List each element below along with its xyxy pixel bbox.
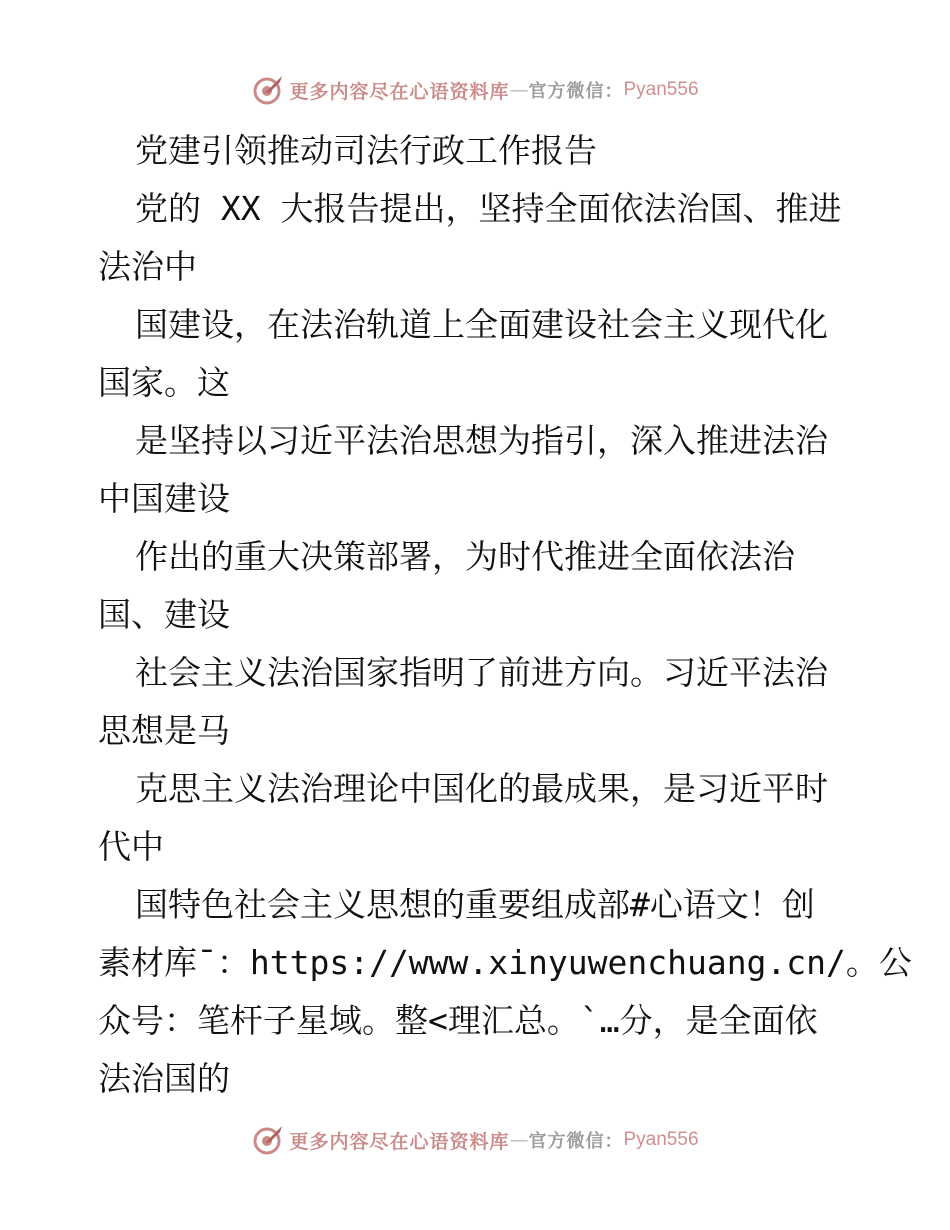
banner-dash: — bbox=[509, 1129, 529, 1151]
text-line: 众号：笔杆子星域。整<理汇总。`…分，是全面依 bbox=[98, 1001, 818, 1040]
text-line: 克思主义法治理论中国化的最成果，是习近平时 bbox=[135, 769, 828, 808]
banner-wechat-label: 官方微信： bbox=[528, 81, 624, 102]
banner-wechat-label: 官方微信： bbox=[528, 1131, 624, 1152]
text-line: 国、建设 bbox=[98, 595, 230, 634]
banner-title: 更多内容尽在心语资料库 bbox=[289, 80, 510, 103]
text-line: 是坚持以习近平法治思想为指引，深入推进法治 bbox=[135, 421, 828, 460]
text-line: 国家。这 bbox=[98, 363, 230, 402]
banner-title: 更多内容尽在心语资料库 bbox=[289, 1130, 510, 1153]
text-line: 代中 bbox=[98, 827, 164, 866]
banner-wechat-id: Pyan556 bbox=[623, 1129, 699, 1150]
quill-logo-icon bbox=[251, 73, 285, 107]
text-line: 中国建设 bbox=[98, 479, 230, 518]
text-line: 作出的重大决策部署，为时代推进全面依法治 bbox=[135, 537, 795, 576]
text-line: 党的 XX 大报告提出，坚持全面依法治国、推进 bbox=[135, 189, 842, 228]
document-title: 党建引领推动司法行政工作报告 bbox=[135, 131, 597, 170]
text-line: 国特色社会主义思想的重要组成部#心语文！创 bbox=[135, 885, 815, 924]
quill-logo-icon bbox=[251, 1123, 285, 1157]
banner-dash: — bbox=[509, 79, 529, 101]
text-line: 法治国的 bbox=[98, 1059, 230, 1098]
text-line: 社会主义法治国家指明了前进方向。习近平法治 bbox=[135, 653, 828, 692]
text-line: 思想是马 bbox=[98, 711, 230, 750]
text-line: 国建设，在法治轨道上全面建设社会主义现代化 bbox=[135, 305, 828, 344]
document-body bbox=[98, 122, 912, 1108]
header-watermark-banner bbox=[0, 70, 950, 110]
text-line: 法治中 bbox=[98, 247, 197, 286]
footer-watermark-banner bbox=[0, 1120, 950, 1160]
banner-wechat-id: Pyan556 bbox=[623, 79, 699, 100]
text-line: 素材库¯：https://www.xinyuwenchuang.cn/。公 bbox=[98, 943, 912, 982]
